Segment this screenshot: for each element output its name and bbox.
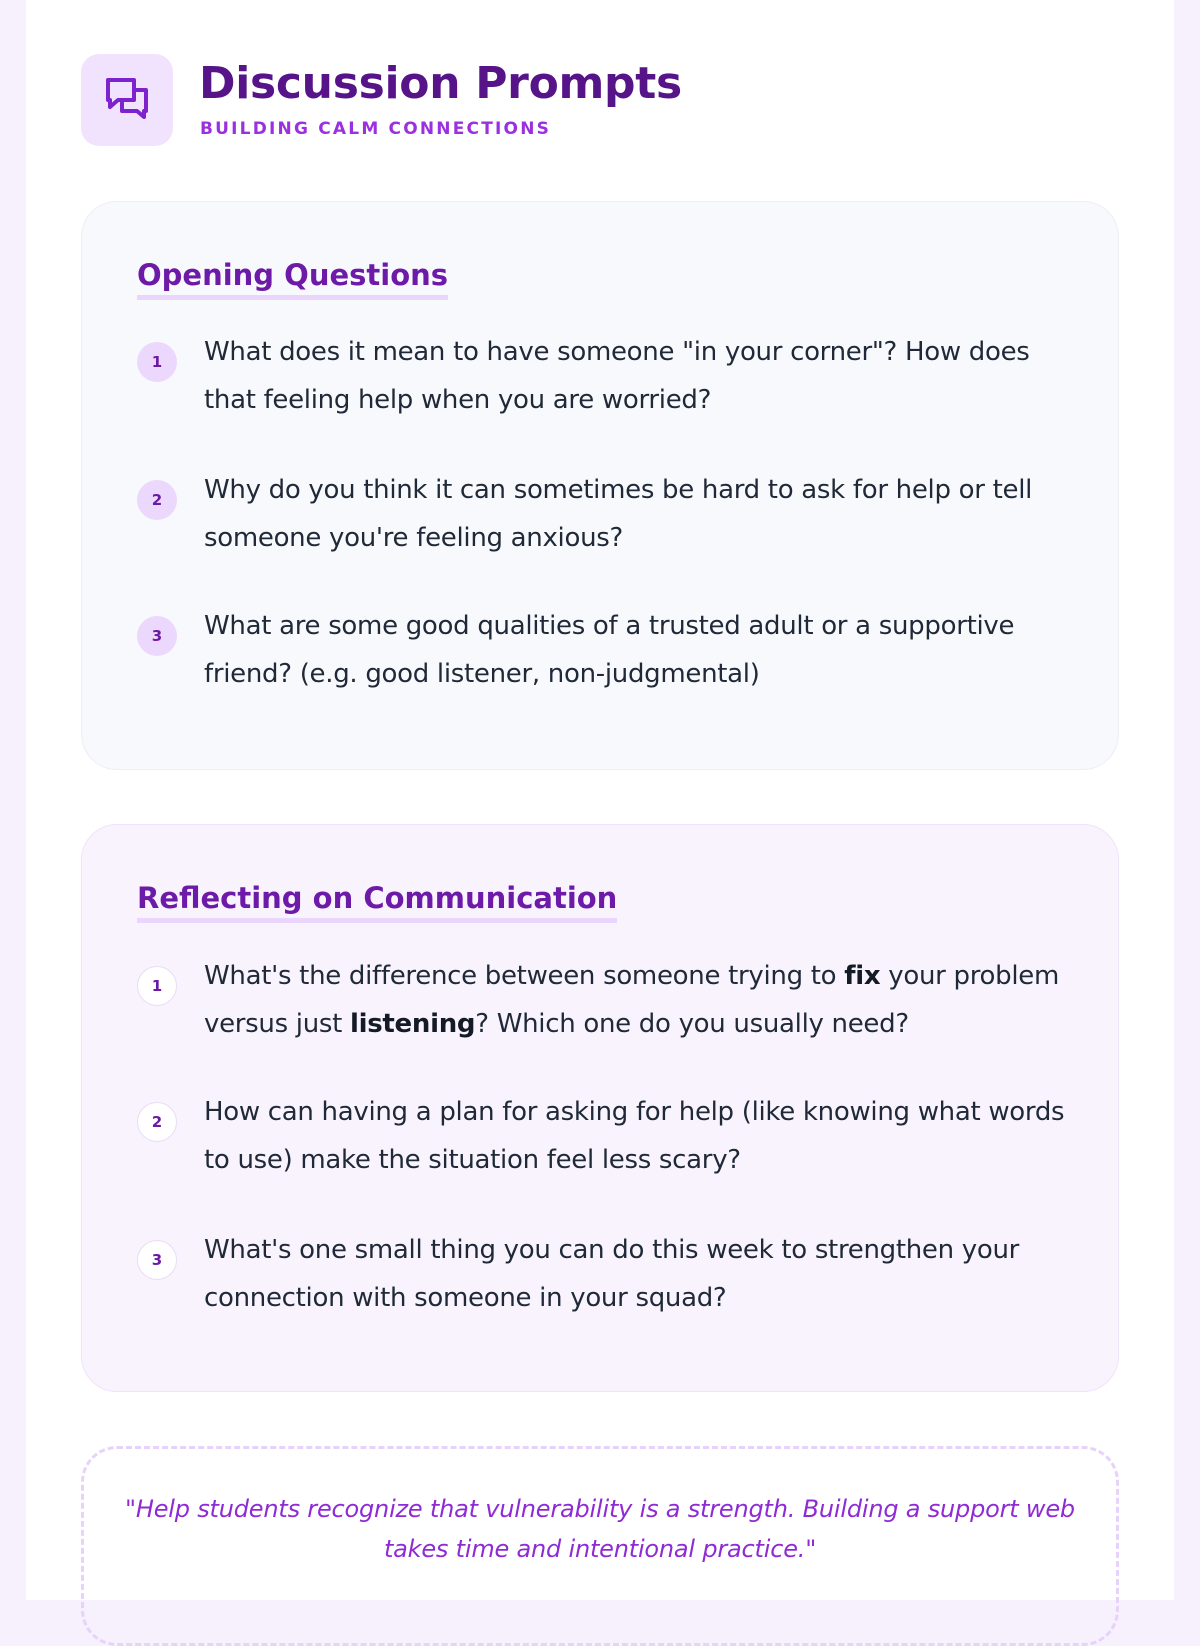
number-badge: 2: [137, 1102, 177, 1142]
facilitator-quote-box: [81, 1446, 1119, 1646]
reflecting-communication-card: [81, 824, 1119, 1392]
number-badge: 2: [137, 480, 177, 520]
prompt-text: What are some good qualities of a trusted adult or a supportive friend? (e.g. good listener, non-judgmental): [204, 611, 1015, 689]
section-title: Opening Questions: [137, 256, 448, 300]
number-badge: 1: [137, 342, 177, 382]
prompt-text: What's the difference between someone trying to fix your problem versus just listening? Which one do you usually need?: [204, 961, 1059, 1039]
worksheet-page: [26, 0, 1174, 1600]
prompt-text: What does it mean to have someone "in your corner"? How does that feeling help when you are worried?: [204, 337, 1030, 415]
number-badge: 1: [137, 966, 177, 1006]
page-subtitle: BUILDING CALM CONNECTIONS: [200, 119, 552, 139]
opening-questions-card: [81, 201, 1119, 770]
page-header: [81, 54, 981, 146]
chat-bubbles-icon: [81, 54, 173, 146]
prompt-text: Why do you think it can sometimes be hard to ask for help or tell someone you're feeling anxious?: [204, 475, 1033, 553]
number-badge: 3: [137, 1240, 177, 1280]
prompt-text: How can having a plan for asking for help (like knowing what words to use) make the situation feel less scary?: [204, 1097, 1065, 1175]
page-title: Discussion Prompts: [199, 58, 682, 109]
prompt-text: What's one small thing you can do this week to strengthen your connection with someone in your squad?: [204, 1235, 1020, 1313]
facilitator-quote: "Help students recognize that vulnerability is a strength. Building a support web takes time and intentional practice.": [125, 1495, 1075, 1563]
section-title: Reflecting on Communication: [137, 879, 617, 923]
number-badge: 3: [137, 616, 177, 656]
